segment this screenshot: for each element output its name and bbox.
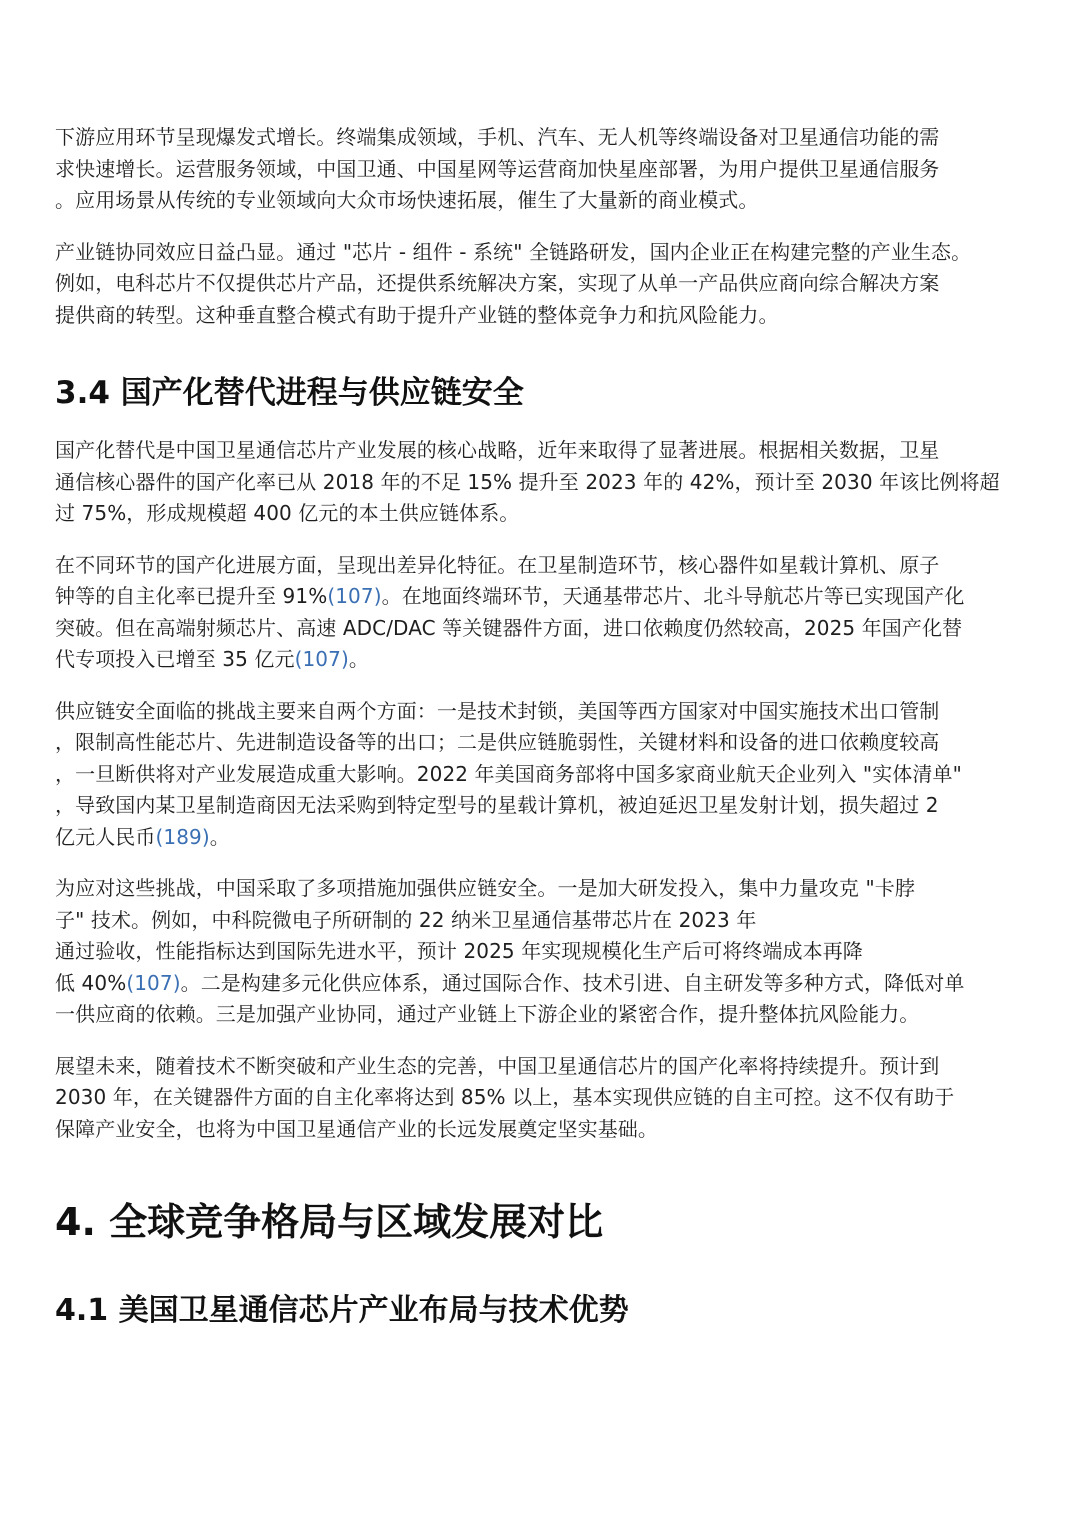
paragraph-challenges: [55, 696, 1028, 854]
citation-link[interactable]: (107): [126, 970, 181, 995]
text-line: 供应链安全面临的挑战主要来自两个方面：一是技术封锁，美国等西方国家对中国实施技术出口管制: [55, 698, 940, 723]
paragraph-measures: [55, 873, 1028, 1031]
text-line: 一供应商的依赖。三是加强产业协同，通过产业链上下游企业的紧密合作，提升整体抗风险能力。: [55, 1002, 920, 1026]
text-line: 突破。但在高端射频芯片、高速 ADC/DAC 等关键器件方面，进口依赖度仍然较高，2025 年国产化替: [55, 615, 963, 640]
text-segment: 代专项投入已增至 35 亿元: [55, 647, 295, 671]
text-line: [55, 968, 1028, 1000]
text-segment: 。: [209, 824, 230, 849]
paragraph-downstream: [55, 122, 1028, 217]
text-line: 。应用场景从传统的专业领域向大众市场快速拓展，催生了大量新的商业模式。: [55, 188, 759, 212]
text-line: 保障产业安全，也将为中国卫星通信产业的长远发展奠定坚实基础。: [55, 1116, 658, 1141]
text-line: [55, 822, 1028, 854]
text-line: [55, 581, 1028, 613]
text-line: 下游应用环节呈现爆发式增长。终端集成领域，手机、汽车、无人机等终端设备对卫星通信功能的需: [55, 125, 940, 149]
paragraph-outlook: [55, 1051, 1028, 1146]
text-line: 国产化替代是中国卫星通信芯片产业发展的核心战略，近年来取得了显著进展。根据相关数据，卫星: [55, 438, 940, 462]
text-line: 为应对这些挑战，中国采取了多项措施加强供应链安全。一是加大研发投入，集中力量攻克 "卡脖: [55, 876, 915, 900]
text-segment: 低 40%: [55, 970, 127, 995]
text-line: 求快速增长。运营服务领域，中国卫通、中国星网等运营商加快星座部署，为用户提供卫星通信服务: [55, 156, 940, 181]
citation-link[interactable]: (107): [294, 647, 349, 671]
heading-section-4: 4. 全球竞争格局与区域发展对比: [55, 1200, 604, 1244]
text-segment: 。: [348, 647, 369, 671]
text-line: 通信核心器件的国产化率已从 2018 年的不足 15% 提升至 2023 年的 42%，预计至 2030 年该比例将超: [55, 469, 1000, 494]
heading-section-4-1: 4.1 美国卫星通信芯片产业布局与技术优势: [55, 1293, 629, 1328]
text-line: ，一旦断供将对产业发展造成重大影响。2022 年美国商务部将中国多家商业航天企业列入 "实体清单": [55, 761, 962, 786]
text-line: 过 75%，形成规模超 400 亿元的本土供应链体系。: [55, 501, 520, 525]
heading-section-3-4: 3.4 国产化替代进程与供应链安全: [55, 375, 524, 411]
text-line: 例如，电科芯片不仅提供芯片产品，还提供系统解决方案，实现了从单一产品供应商向综合解决方案: [55, 271, 940, 295]
text-segment: 亿元人民币: [55, 824, 156, 849]
text-line: 2030 年，在关键器件方面的自主化率将达到 85% 以上，基本实现供应链的自主可控。这不仅有助于: [55, 1085, 955, 1109]
text-line: 在不同环节的国产化进展方面，呈现出差异化特征。在卫星制造环节，核心器件如星载计算机、原子: [55, 552, 940, 577]
text-line: 产业链协同效应日益凸显。通过 "芯片 - 组件 - 系统" 全链路研发，国内企业正在构建完整的产业生态。: [55, 239, 972, 264]
text-line: 提供商的转型。这种垂直整合模式有助于提升产业链的整体竞争力和抗风险能力。: [55, 302, 779, 327]
text-line: 通过验收，性能指标达到国际先进水平，预计 2025 年实现规模化生产后可将终端成本再降: [55, 939, 863, 963]
text-line: ，限制高性能芯片、先进制造设备等的出口；二是供应链脆弱性，关键材料和设备的进口依赖度较高: [55, 730, 940, 754]
citation-link[interactable]: (107): [327, 584, 382, 608]
text-line: 子" 技术。例如，中科院微电子所研制的 22 纳米卫星通信基带芯片在 2023 年: [55, 907, 757, 932]
text-segment: 。在地面终端环节，天通基带芯片、北斗导航芯片等已实现国产化: [381, 584, 965, 608]
text-segment: 。二是构建多元化供应体系，通过国际合作、技术引进、自主研发等多种方式，降低对单: [180, 970, 965, 995]
paragraph-synergy: [55, 237, 1028, 332]
text-line: ，导致国内某卫星制造商因无法采购到特定型号的星载计算机，被迫延迟卫星发射计划，损失超过 2: [55, 793, 939, 817]
text-line: 展望未来，随着技术不断突破和产业生态的完善，中国卫星通信芯片的国产化率将持续提升。预计到: [55, 1053, 940, 1078]
text-line: [55, 644, 1028, 676]
paragraph-progress: [55, 550, 1028, 676]
paragraph-localization: [55, 435, 1028, 530]
citation-link[interactable]: (189): [155, 824, 210, 849]
text-segment: 钟等的自主化率已提升至 91%: [55, 584, 328, 608]
